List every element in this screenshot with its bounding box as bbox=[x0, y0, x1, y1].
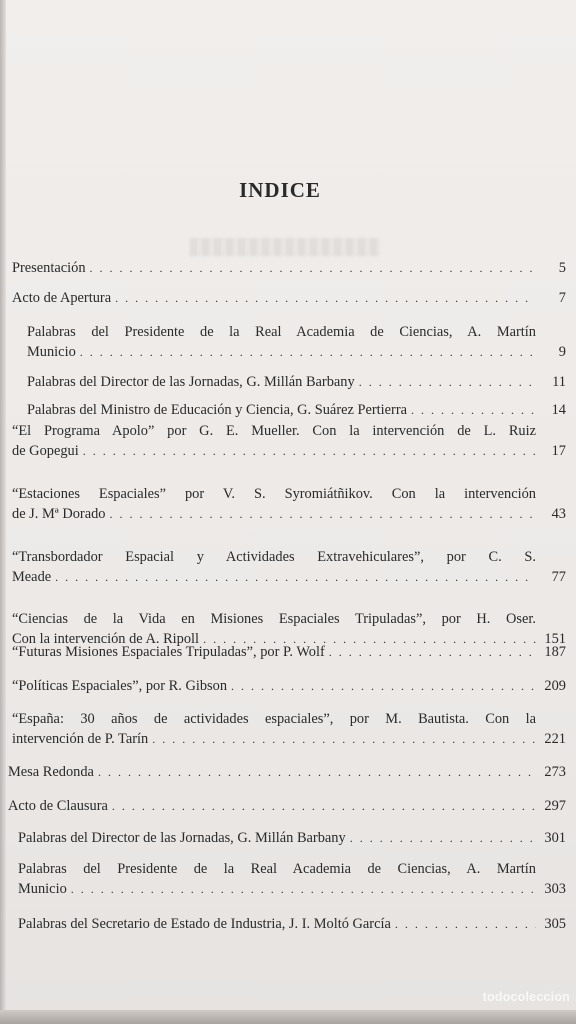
toc-entry-text: “Políticas Espaciales”, por R. Gibson bbox=[12, 678, 228, 694]
toc-entry bbox=[12, 676, 566, 696]
dot-leader bbox=[71, 879, 536, 899]
toc-entry-text: “Futuras Misiones Espaciales Tripuladas”, por P. Wolf bbox=[12, 644, 325, 660]
toc-entry bbox=[18, 859, 566, 899]
toc-entry-line bbox=[12, 729, 566, 749]
toc-entry-line bbox=[18, 914, 566, 934]
toc-entry-line bbox=[27, 322, 566, 342]
dot-leader bbox=[329, 642, 536, 662]
toc-page-number: 209 bbox=[544, 678, 566, 694]
toc-entry bbox=[12, 288, 566, 308]
toc-entry bbox=[12, 421, 566, 461]
toc-entry-line bbox=[12, 709, 566, 729]
toc-entry-line bbox=[12, 288, 566, 308]
toc-entry-text: “Ciencias de la Vida en Misiones Espaciales Tripuladas”, por H. Oser. bbox=[12, 611, 536, 627]
dot-leader bbox=[411, 400, 536, 420]
toc-page-number: 221 bbox=[544, 731, 566, 747]
toc-entry-text: intervención de P. Tarín bbox=[12, 731, 149, 747]
toc-entry-line bbox=[12, 484, 566, 504]
toc-entry bbox=[18, 828, 566, 848]
toc-page-number: 151 bbox=[544, 631, 566, 647]
toc-entry bbox=[27, 372, 566, 392]
toc-entry-line bbox=[27, 372, 566, 392]
toc-entry-line bbox=[18, 859, 566, 879]
dot-leader bbox=[98, 762, 536, 782]
dot-leader bbox=[231, 676, 536, 696]
toc-entry-text: Palabras del Secretario de Estado de Industria, J. I. Moltó García bbox=[18, 916, 391, 932]
toc-page-number: 273 bbox=[544, 764, 566, 780]
toc-entry-text: Municio bbox=[18, 881, 67, 897]
dot-leader bbox=[83, 441, 536, 461]
toc-entry-text: Municio bbox=[27, 344, 76, 360]
toc-entry-text: Mesa Redonda bbox=[8, 764, 94, 780]
toc-entry-text: “Estaciones Espaciales” por V. S. Syromiátñikov. Con la intervención bbox=[12, 486, 536, 502]
toc-page-number: 11 bbox=[552, 374, 566, 390]
dot-leader bbox=[359, 372, 536, 392]
toc-entry-line bbox=[8, 796, 566, 816]
toc-entry-line bbox=[18, 828, 566, 848]
toc-entry-line bbox=[8, 762, 566, 782]
toc-entry-line bbox=[12, 547, 566, 567]
toc-entry-line bbox=[12, 421, 566, 441]
toc-entry-line bbox=[12, 258, 566, 278]
toc-entry-text: Palabras del Presidente de la Real Academia de Ciencias, A. Martín bbox=[18, 861, 536, 877]
toc-page-number: 9 bbox=[558, 344, 566, 360]
toc-entry-text: “El Programa Apolo” por G. E. Mueller. Con la intervención de L. Ruiz bbox=[12, 423, 536, 439]
dot-leader bbox=[80, 342, 536, 362]
toc-page-number: 187 bbox=[544, 644, 566, 660]
toc-page-number: 77 bbox=[551, 569, 566, 585]
toc-page-number: 305 bbox=[544, 916, 566, 932]
toc-entry-text: “Transbordador Espacial y Actividades Extravehiculares”, por C. S. bbox=[12, 549, 536, 565]
toc-entry bbox=[12, 547, 566, 587]
toc-entry-text: Palabras del Presidente de la Real Academia de Ciencias, A. Martín bbox=[27, 324, 536, 340]
toc-entry-text: “España: 30 años de actividades espaciales”, por M. Bautista. Con la bbox=[12, 711, 536, 727]
toc-entry-line bbox=[12, 441, 566, 461]
dot-leader bbox=[90, 258, 536, 278]
toc-entry-text: Meade bbox=[12, 569, 52, 585]
toc-entry-text: Palabras del Ministro de Educación y Ciencia, G. Suárez Pertierra bbox=[27, 402, 408, 418]
dot-leader bbox=[395, 914, 536, 934]
dot-leader bbox=[115, 288, 536, 308]
dot-leader bbox=[350, 828, 536, 848]
toc-entry-line bbox=[18, 879, 566, 899]
toc-entry bbox=[27, 400, 566, 420]
toc-entry-text: Acto de Clausura bbox=[8, 798, 108, 814]
toc-page-number: 43 bbox=[551, 506, 566, 522]
toc-page-number: 14 bbox=[551, 402, 566, 418]
page-bottom-edge bbox=[0, 1010, 576, 1024]
dot-leader bbox=[55, 567, 536, 587]
toc-entry-text: de Gopegui bbox=[12, 443, 79, 459]
toc-entry-text: Palabras del Director de las Jornadas, G. Millán Barbany bbox=[27, 374, 355, 390]
toc-page-number: 7 bbox=[558, 290, 566, 306]
toc-entry-text: Palabras del Director de las Jornadas, G. Millán Barbany bbox=[18, 830, 346, 846]
toc-entry-text: Presentación bbox=[12, 260, 86, 276]
toc-entry-line bbox=[12, 642, 566, 662]
toc-entry-line bbox=[27, 400, 566, 420]
toc-entry bbox=[27, 322, 566, 362]
toc-page-number: 301 bbox=[544, 830, 566, 846]
watermark-logo: todocoleccion bbox=[482, 990, 570, 1004]
toc-entry-line bbox=[12, 567, 566, 587]
toc-entry-line bbox=[27, 342, 566, 362]
toc-entry-line bbox=[12, 504, 566, 524]
toc-page-number: 303 bbox=[544, 881, 566, 897]
dot-leader bbox=[112, 796, 536, 816]
dot-leader bbox=[152, 729, 536, 749]
toc-page-number: 5 bbox=[558, 260, 566, 276]
toc-entry bbox=[8, 762, 566, 782]
toc-entry bbox=[12, 709, 566, 749]
toc-entry bbox=[18, 914, 566, 934]
toc-entry-text: Acto de Apertura bbox=[12, 290, 112, 306]
toc-entry bbox=[12, 642, 566, 662]
toc-entry-line bbox=[12, 676, 566, 696]
toc-page-number: 17 bbox=[551, 443, 566, 459]
toc-page-number: 297 bbox=[544, 798, 566, 814]
toc-entry bbox=[8, 796, 566, 816]
toc-entry-text: Con la intervención de A. Ripoll bbox=[12, 631, 200, 647]
toc-entry bbox=[12, 484, 566, 524]
toc-entry bbox=[12, 258, 566, 278]
dot-leader bbox=[110, 504, 537, 524]
toc-entry-line bbox=[12, 609, 566, 629]
page-title: INDICE bbox=[239, 178, 321, 202]
toc-entry-text: de J. Mª Dorado bbox=[12, 506, 106, 522]
